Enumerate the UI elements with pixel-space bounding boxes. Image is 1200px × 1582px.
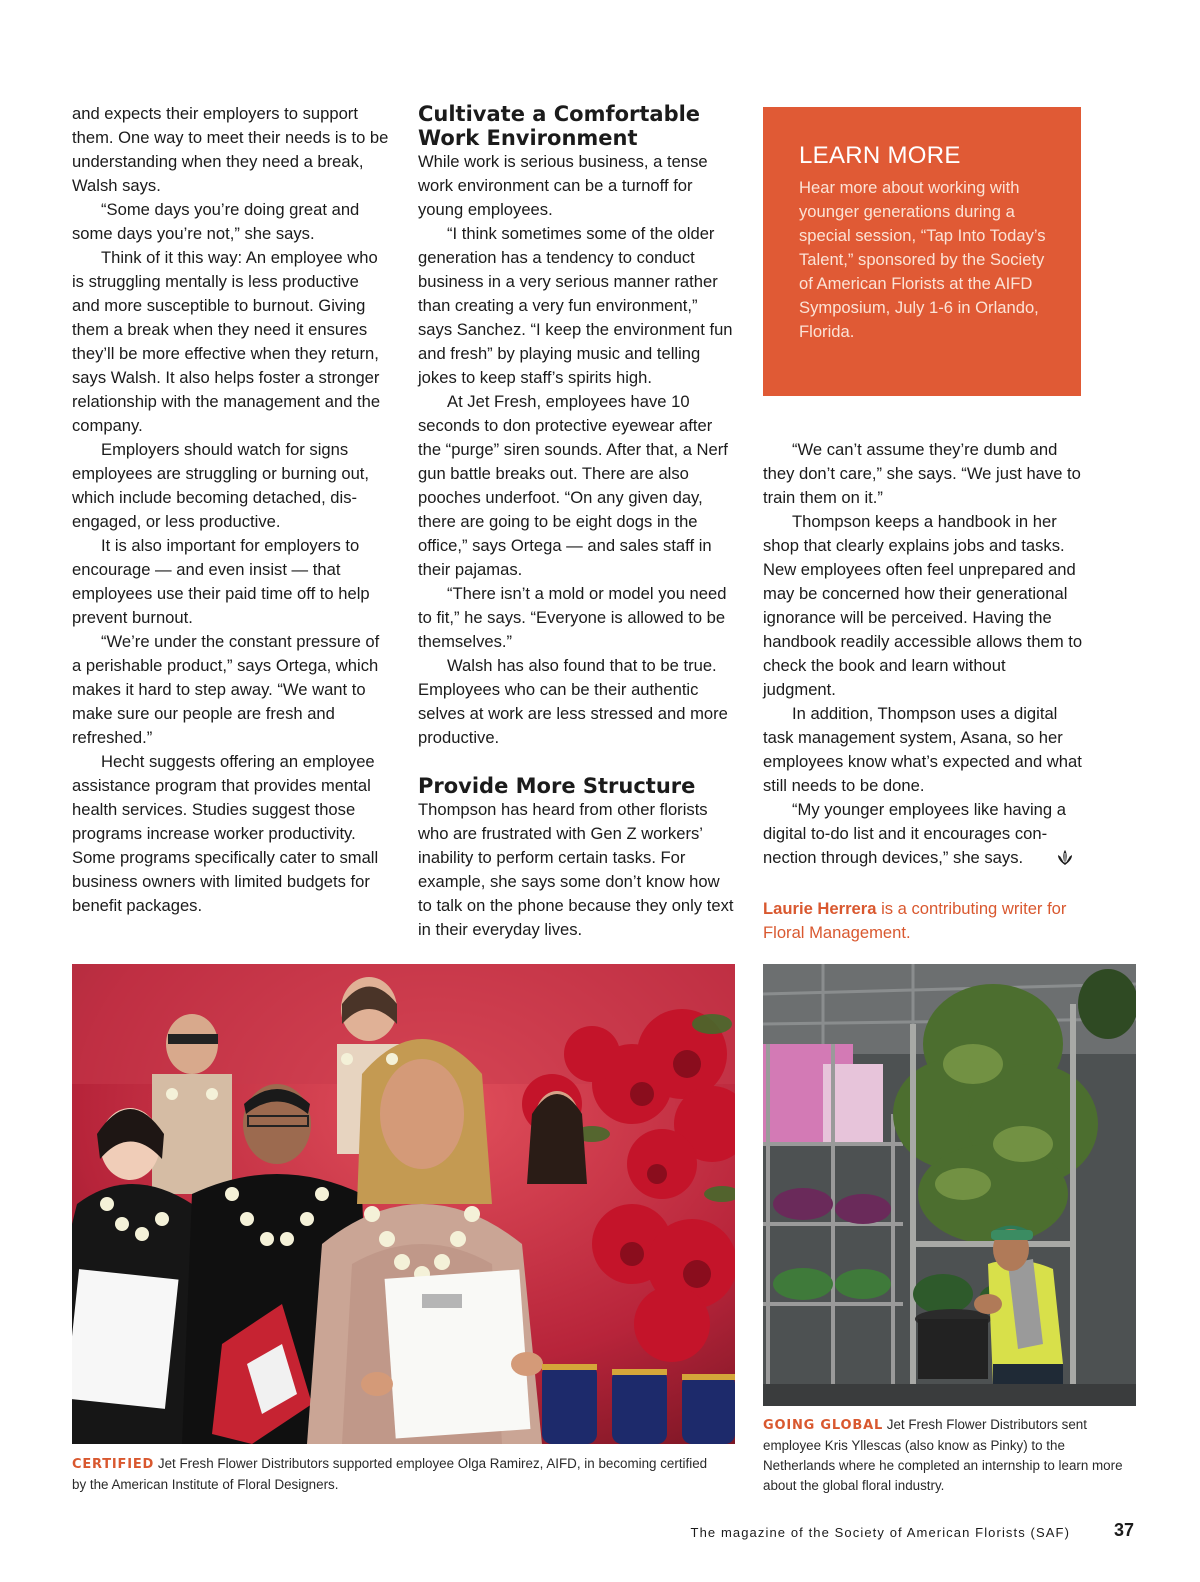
end-mark-icon (1027, 849, 1074, 873)
caption-label: GOING GLOBAL (763, 1418, 884, 1433)
page-number: 37 (1114, 1520, 1135, 1540)
article-column-2 (418, 102, 736, 942)
photo2-caption (763, 1415, 1133, 1496)
section-heading-environment: Cultivate a Comfortable Work Environment (418, 102, 701, 150)
paragraph: Hecht suggests offering an employee assistance program that provides mental health services. Studies suggest those programs increase worker productivity. Some programs specifically cater to small business owners with limited budgets for benefit packages. (72, 752, 379, 915)
paragraph: “I think sometimes some of the older generation has a tendency to conduct business in a very serious manner rather than creating a very fun environment,” says Sanchez. “I keep the environment fun and fresh” by playing music and telling jokes to keep staff’s spirits high. (418, 224, 733, 387)
paragraph: It is also important for employers to encourage — and even insist — that employees use their paid time off to help prevent burnout. (72, 536, 370, 627)
author-description: is a contributing writer for Floral Management. (763, 899, 1067, 942)
paragraph: Walsh has also found that to be true. Employees who can be their authentic selves at work are less stressed and more productive. (418, 656, 728, 747)
paragraph: “There isn’t a mold or model you need to fit,” he says. “Everyone is allowed to be themselves.” (418, 584, 727, 651)
learn-more-box (763, 107, 1081, 396)
photo1-caption (72, 1454, 712, 1495)
caption-label: CERTIFIED (72, 1457, 155, 1472)
article-column-1 (72, 102, 390, 918)
photo-certification-ceremony (72, 964, 735, 1444)
paragraph: While work is serious business, a tense work environment can be a turnoff for young employees. (418, 152, 708, 219)
magazine-footer: The magazine of the Society of American Florists (SAF) (690, 1525, 1070, 1540)
paragraph: “Some days you’re doing great and some days you’re not,” she says. (72, 200, 360, 243)
photo-flower-warehouse (763, 964, 1136, 1406)
paragraph: and expects their employers to support them. One way to meet their needs is to be understanding when they need a break, Walsh says. (72, 104, 389, 195)
paragraph: “We’re under the constant pressure of a perishable product,” says Ortega, which makes it hard to step away. “We want to make sure our people are fresh and refreshed.” (72, 632, 380, 747)
paragraph: In addition, Thompson uses a digital task management system, Asana, so her employees know what’s expected and what still needs to be done. (763, 704, 1082, 795)
paragraph: At Jet Fresh, employees have 10 seconds to don protective eyewear after the “purge” siren sounds. After that, a Nerf gun battle breaks out. There are also pooches underfoot. “On any given day, there are going to be eight dogs in the office,” says Ortega — and sales staff in their pajamas. (418, 392, 728, 579)
paragraph: Thompson keeps a handbook in her shop that clearly explains jobs and tasks. New employees often feel unprepared and may be concerned how their generational ignorance will be perceived. Having the handbook readily accessible allows them to check the book and learn without judgment. (763, 512, 1083, 699)
learn-more-text: Hear more about working with younger generations during a special session, “Tap Into Today’s Talent,” sponsored by the Society of American Florists at the AIFD Symposium, July 1-6 in Orlando, Florida. (799, 178, 1046, 341)
caption-text: Jet Fresh Flower Distributors supported employee Olga Ramirez, AIFD, in becoming certified by the American Institute of Floral Designers. (72, 1456, 708, 1492)
section-heading-structure: Provide More Structure (418, 774, 696, 798)
author-byline (763, 897, 1083, 945)
paragraph: Thompson has heard from other florists who are frustrated with Gen Z workers’ inability to perform certain tasks. For example, she says some don’t know how to talk on the phone because they only text in their everyday lives. (418, 800, 734, 939)
paragraph-text: “My younger employees like having a digital to-do list and it encourages connection through devices,” she says. (763, 800, 1066, 867)
article-column-3 (763, 438, 1083, 945)
paragraph: Think of it this way: An employee who is struggling mentally is less productive and more susceptible to burnout. Giving them a break when they need it ensures they’ll be more effective when they return, says Walsh. It also helps foster a stronger relationship with the management and the company. (72, 248, 381, 435)
author-name: Laurie Herrera (763, 899, 877, 918)
paragraph: Employers should watch for signs employees are struggling or burning out, which include becoming detached, disengaged, or less productive. (72, 440, 370, 531)
paragraph: “We can’t assume they’re dumb and they don’t care,” she says. “We just have to train them on it.” (763, 440, 1081, 507)
learn-more-title: LEARN MORE (799, 142, 961, 169)
caption-text: Jet Fresh Flower Distributors sent employee Kris Yllescas (also know as Pinky) to the Netherlands where he completed an internship to learn more about the global floral industry. (763, 1417, 1123, 1493)
paragraph-with-end-mark (763, 798, 1083, 873)
